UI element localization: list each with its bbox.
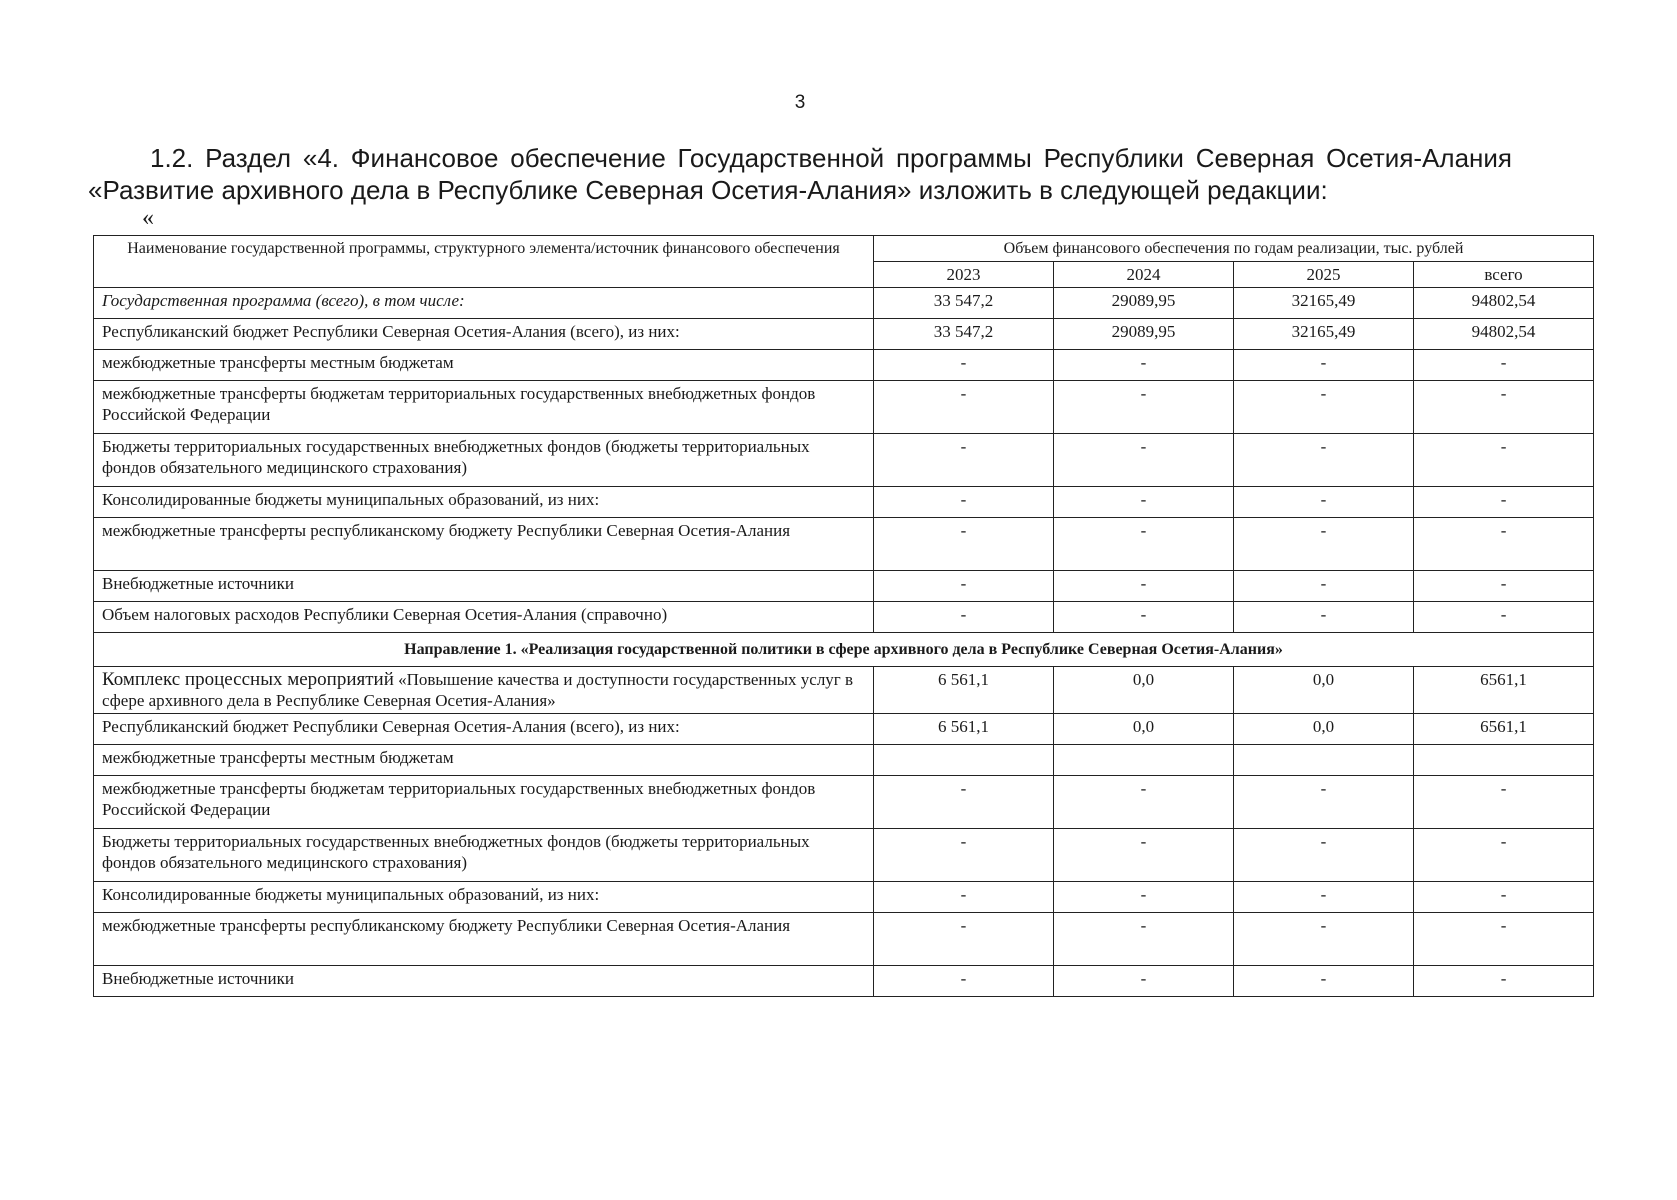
row-value: 6 561,1 bbox=[874, 714, 1054, 745]
row-value bbox=[1054, 745, 1234, 776]
row-value: - bbox=[1234, 602, 1414, 633]
row-value: - bbox=[874, 602, 1054, 633]
row-value: 0,0 bbox=[1234, 667, 1414, 714]
financing-table bbox=[93, 235, 1594, 997]
direction-title: Направление 1. «Реализация государственной политики в сфере архивного дела в Республике Северная Осетия-Алания» bbox=[94, 633, 1594, 667]
row-value: 6 561,1 bbox=[874, 667, 1054, 714]
row-value: - bbox=[1414, 602, 1594, 633]
header-year-2024: 2024 bbox=[1054, 262, 1234, 288]
row-value: - bbox=[1414, 434, 1594, 487]
row-value: 0,0 bbox=[1234, 714, 1414, 745]
table-row bbox=[94, 288, 1594, 319]
row-value: - bbox=[1414, 381, 1594, 434]
header-row bbox=[94, 236, 1594, 262]
row-value: - bbox=[1414, 776, 1594, 829]
table-row bbox=[94, 518, 1594, 571]
row-name: межбюджетные трансферты местным бюджетам bbox=[94, 745, 874, 776]
table-row bbox=[94, 776, 1594, 829]
header-volume: Объем финансового обеспечения по годам реализации, тыс. рублей bbox=[874, 236, 1594, 262]
row-name: Бюджеты территориальных государственных внебюджетных фондов (бюджеты территориальных фондов обязательного медицинского страхования) bbox=[94, 434, 874, 487]
row-name: Консолидированные бюджеты муниципальных образований, из них: bbox=[94, 487, 874, 518]
row-name: Внебюджетные источники bbox=[94, 571, 874, 602]
row-value: - bbox=[874, 966, 1054, 997]
row-value: - bbox=[1054, 381, 1234, 434]
row-value: 94802,54 bbox=[1414, 319, 1594, 350]
row-value: - bbox=[1054, 487, 1234, 518]
row-value: - bbox=[1414, 882, 1594, 913]
table-row bbox=[94, 829, 1594, 882]
table-row bbox=[94, 966, 1594, 997]
row-value: 33 547,2 bbox=[874, 288, 1054, 319]
row-value: 32165,49 bbox=[1234, 288, 1414, 319]
row-value: - bbox=[874, 518, 1054, 571]
row-value: - bbox=[874, 913, 1054, 966]
table-row bbox=[94, 745, 1594, 776]
row-name: Государственная программа (всего), в том числе: bbox=[94, 288, 874, 319]
row-value: 6561,1 bbox=[1414, 714, 1594, 745]
table-row bbox=[94, 434, 1594, 487]
row-value: - bbox=[1234, 913, 1414, 966]
complex-title: «Повышение качества и доступности государственных услуг в сфере архивного дела в Республике Северная Осетия-Алания» bbox=[102, 670, 854, 710]
row-value: - bbox=[1414, 829, 1594, 882]
table-row bbox=[94, 882, 1594, 913]
row-value: - bbox=[1414, 487, 1594, 518]
table-row bbox=[94, 913, 1594, 966]
table-row bbox=[94, 487, 1594, 518]
row-value: - bbox=[1054, 434, 1234, 487]
row-name: Консолидированные бюджеты муниципальных образований, из них: bbox=[94, 882, 874, 913]
complex-lead: Комплекс процессных мероприятий bbox=[102, 669, 394, 690]
row-value: - bbox=[1414, 913, 1594, 966]
opening-quote: « bbox=[142, 205, 154, 231]
row-value: - bbox=[1054, 966, 1234, 997]
row-value: - bbox=[1054, 350, 1234, 381]
intro-line-1: 1.2. Раздел «4. Финансовое обеспечение Государственной программы Республики Северная Осетия-Алания bbox=[150, 143, 1512, 173]
row-value bbox=[1234, 745, 1414, 776]
row-value: 0,0 bbox=[1054, 667, 1234, 714]
row-name: Внебюджетные источники bbox=[94, 966, 874, 997]
row-name: межбюджетные трансферты местным бюджетам bbox=[94, 350, 874, 381]
row-value: - bbox=[874, 381, 1054, 434]
row-value: - bbox=[1054, 571, 1234, 602]
row-value: - bbox=[874, 829, 1054, 882]
row-value: - bbox=[874, 350, 1054, 381]
row-name: Республиканский бюджет Республики Северная Осетия-Алания (всего), из них: bbox=[94, 319, 874, 350]
row-value: - bbox=[1234, 882, 1414, 913]
row-value: - bbox=[1234, 434, 1414, 487]
table-row bbox=[94, 571, 1594, 602]
row-value: - bbox=[874, 571, 1054, 602]
row-value: - bbox=[874, 487, 1054, 518]
row-value: 6561,1 bbox=[1414, 667, 1594, 714]
table-row bbox=[94, 350, 1594, 381]
row-name: межбюджетные трансферты бюджетам территориальных государственных внебюджетных фондов Российской Федерации bbox=[94, 776, 874, 829]
row-value: - bbox=[1234, 571, 1414, 602]
complex-name bbox=[94, 667, 874, 714]
row-value: 0,0 bbox=[1054, 714, 1234, 745]
header-year-2025: 2025 bbox=[1234, 262, 1414, 288]
row-name: межбюджетные трансферты республиканскому бюджету Республики Северная Осетия-Алания bbox=[94, 518, 874, 571]
row-name: межбюджетные трансферты республиканскому бюджету Республики Северная Осетия-Алания bbox=[94, 913, 874, 966]
header-name-column: Наименование государственной программы, структурного элемента/источник финансового обеспечения bbox=[94, 236, 874, 288]
row-value: - bbox=[1054, 518, 1234, 571]
header-year-2023: 2023 bbox=[874, 262, 1054, 288]
intro-line-2: «Развитие архивного дела в Республике Северная Осетия-Алания» изложить в следующей редакции: bbox=[88, 175, 1328, 205]
row-value: - bbox=[1414, 571, 1594, 602]
table-row bbox=[94, 381, 1594, 434]
row-name: Республиканский бюджет Республики Северная Осетия-Алания (всего), из них: bbox=[94, 714, 874, 745]
row-value: - bbox=[874, 776, 1054, 829]
row-name: Объем налоговых расходов Республики Северная Осетия-Алания (справочно) bbox=[94, 602, 874, 633]
row-value: - bbox=[1054, 602, 1234, 633]
row-value: - bbox=[1054, 776, 1234, 829]
row-value: - bbox=[1234, 776, 1414, 829]
row-value: - bbox=[1414, 518, 1594, 571]
row-value: 29089,95 bbox=[1054, 288, 1234, 319]
row-value: - bbox=[1414, 966, 1594, 997]
row-value: 32165,49 bbox=[1234, 319, 1414, 350]
row-value: - bbox=[1234, 350, 1414, 381]
row-value: 29089,95 bbox=[1054, 319, 1234, 350]
header-total: всего bbox=[1414, 262, 1594, 288]
table-row bbox=[94, 714, 1594, 745]
table-row bbox=[94, 319, 1594, 350]
row-value: 33 547,2 bbox=[874, 319, 1054, 350]
complex-row bbox=[94, 667, 1594, 714]
row-value bbox=[874, 745, 1054, 776]
row-value: - bbox=[1414, 350, 1594, 381]
row-value: - bbox=[1234, 966, 1414, 997]
row-value: 94802,54 bbox=[1414, 288, 1594, 319]
direction-row bbox=[94, 633, 1594, 667]
intro-paragraph bbox=[88, 142, 1512, 206]
row-value: - bbox=[1054, 829, 1234, 882]
row-value: - bbox=[1054, 913, 1234, 966]
row-value: - bbox=[1234, 518, 1414, 571]
row-value: - bbox=[874, 882, 1054, 913]
row-value: - bbox=[1054, 882, 1234, 913]
row-value: - bbox=[1234, 487, 1414, 518]
row-value: - bbox=[1234, 829, 1414, 882]
page-number: 3 bbox=[794, 92, 806, 113]
table-row bbox=[94, 602, 1594, 633]
row-name: Бюджеты территориальных государственных внебюджетных фондов (бюджеты территориальных фондов обязательного медицинского страхования) bbox=[94, 829, 874, 882]
row-name: межбюджетные трансферты бюджетам территориальных государственных внебюджетных фондов Российской Федерации bbox=[94, 381, 874, 434]
row-value: - bbox=[1234, 381, 1414, 434]
row-value bbox=[1414, 745, 1594, 776]
row-value: - bbox=[874, 434, 1054, 487]
